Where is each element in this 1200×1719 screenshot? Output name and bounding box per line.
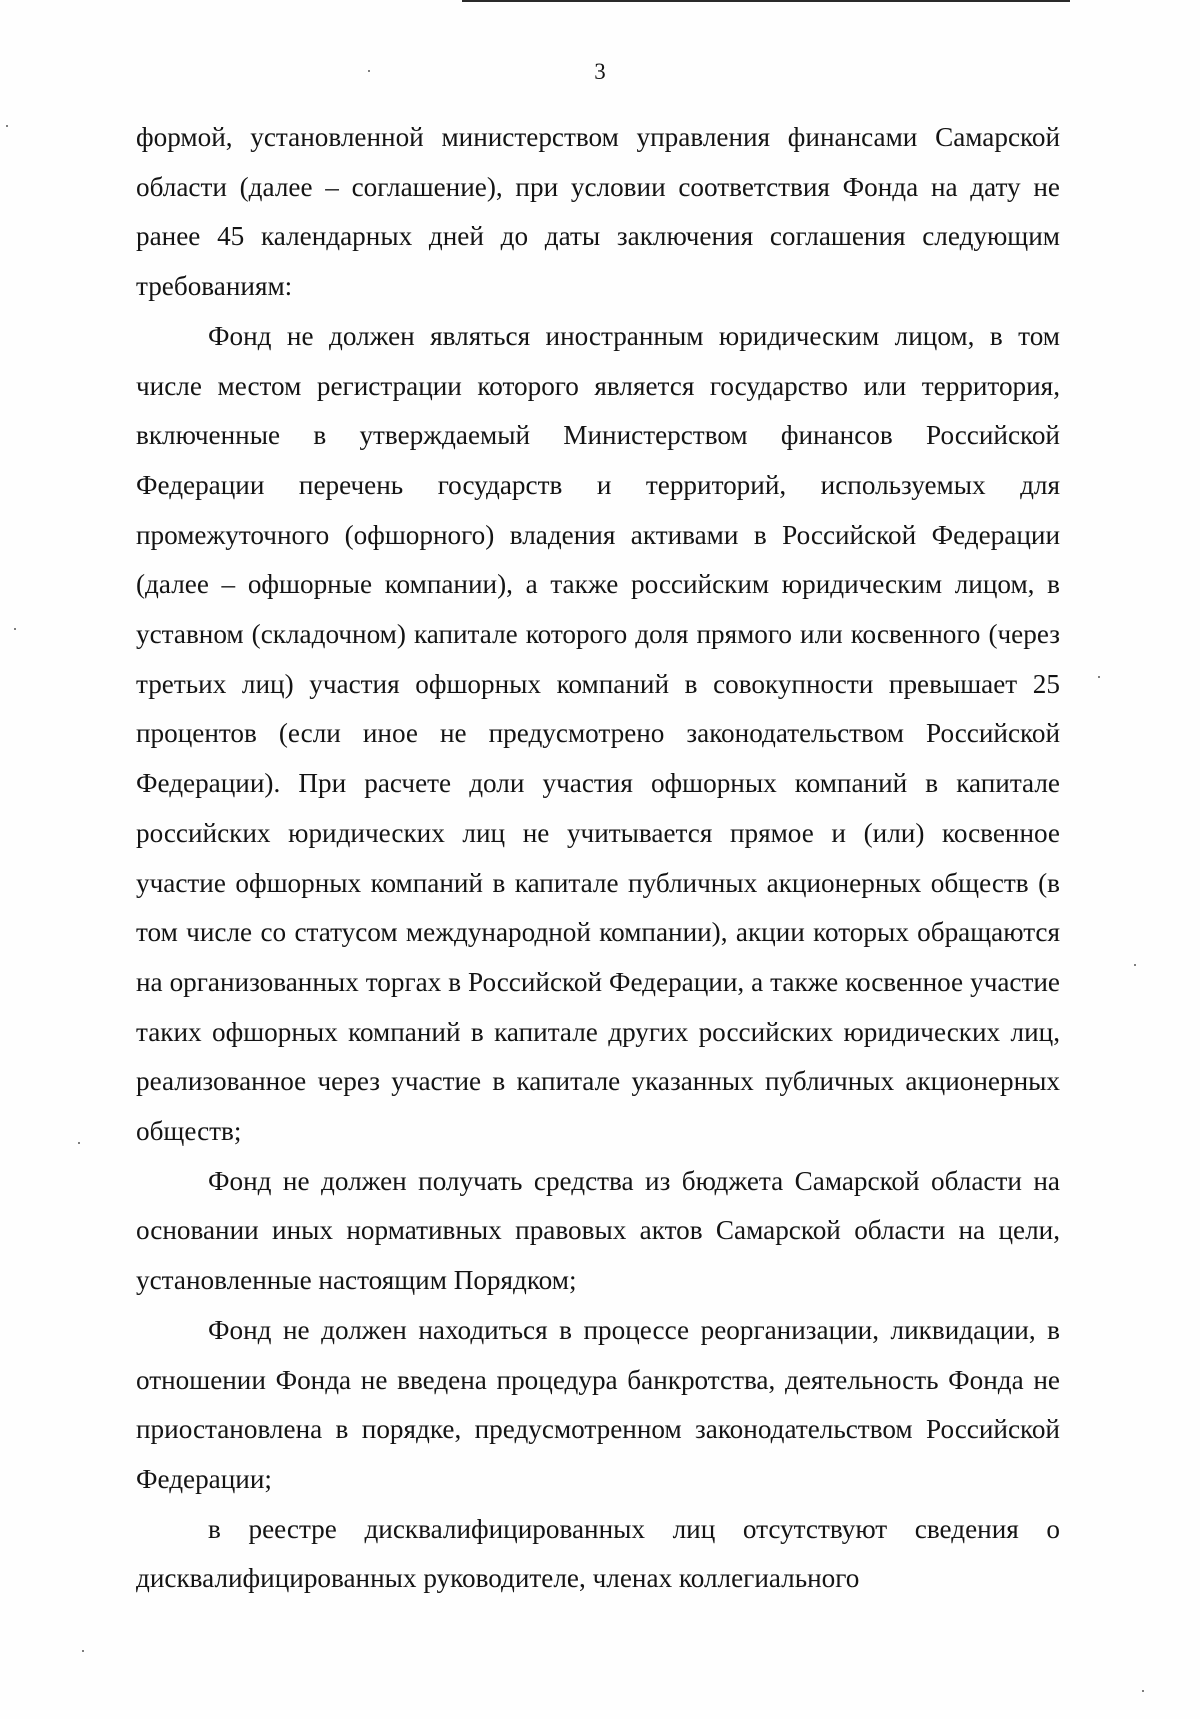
document-body <box>136 113 1060 1604</box>
paragraph-disqualified-registry: в реестре дисквалифицированных лиц отсутствуют сведения о дисквалифицированных руководителе, членах коллегиального <box>136 1513 1060 1594</box>
scan-speck <box>1134 964 1136 966</box>
page-number: 3 <box>594 59 606 84</box>
top-rule <box>462 0 1070 2</box>
scan-speck <box>1098 676 1100 678</box>
scan-speck <box>6 125 8 127</box>
paragraph-reorganization-requirement: Фонд не должен находиться в процессе реорганизации, ликвидации, в отношении Фонда не введена процедура банкротства, деятельность Фонда не приостановлена в порядке, предусмотренном законодательством Российской Федерации; <box>136 1314 1060 1494</box>
scan-speck <box>1142 1690 1144 1692</box>
paragraph-intro: формой, установленной министерством управления финансами Самарской области (далее – соглашение), при условии соответствия Фонда на дату не ранее 45 календарных дней до даты заключения соглашения следующим требованиям: <box>136 122 1060 302</box>
paragraph-budget-requirement: Фонд не должен получать средства из бюджета Самарской области на основании иных нормативных правовых актов Самарской области на цели, установленные настоящим Порядком; <box>136 1165 1060 1296</box>
scan-speck <box>368 70 370 72</box>
scan-speck <box>82 1650 84 1652</box>
scan-speck <box>14 628 16 630</box>
scan-speck <box>78 1142 80 1144</box>
paragraph-offshore-requirement: Фонд не должен являться иностранным юридическим лицом, в том числе местом регистрации которого является государство или территория, включенные в утверждаемый Министерством финансов Российской Федерации перечень государств и территорий, используемых для промежуточного (офшорного) владения активами в Российской Федерации (далее – офшорные компании), а также российским юридическим лицом, в уставном (складочном) капитале которого доля прямого или косвенного (через третьих лиц) участия офшорных компаний в совокупности превышает 25 процентов (если иное не предусмотрено законодательством Российской Федерации). При расчете доли участия офшорных компаний в капитале российских юридических лиц не учитывается прямое и (или) косвенное участие офшорных компаний в капитале публичных акционерных обществ (в том числе со статусом международной компании), акции которых обращаются на организованных торгах в Российской Федерации, а также косвенное участие таких офшорных компаний в капитале других российских юридических лиц, реализованное через участие в капитале указанных публичных акционерных обществ; <box>136 320 1060 1147</box>
